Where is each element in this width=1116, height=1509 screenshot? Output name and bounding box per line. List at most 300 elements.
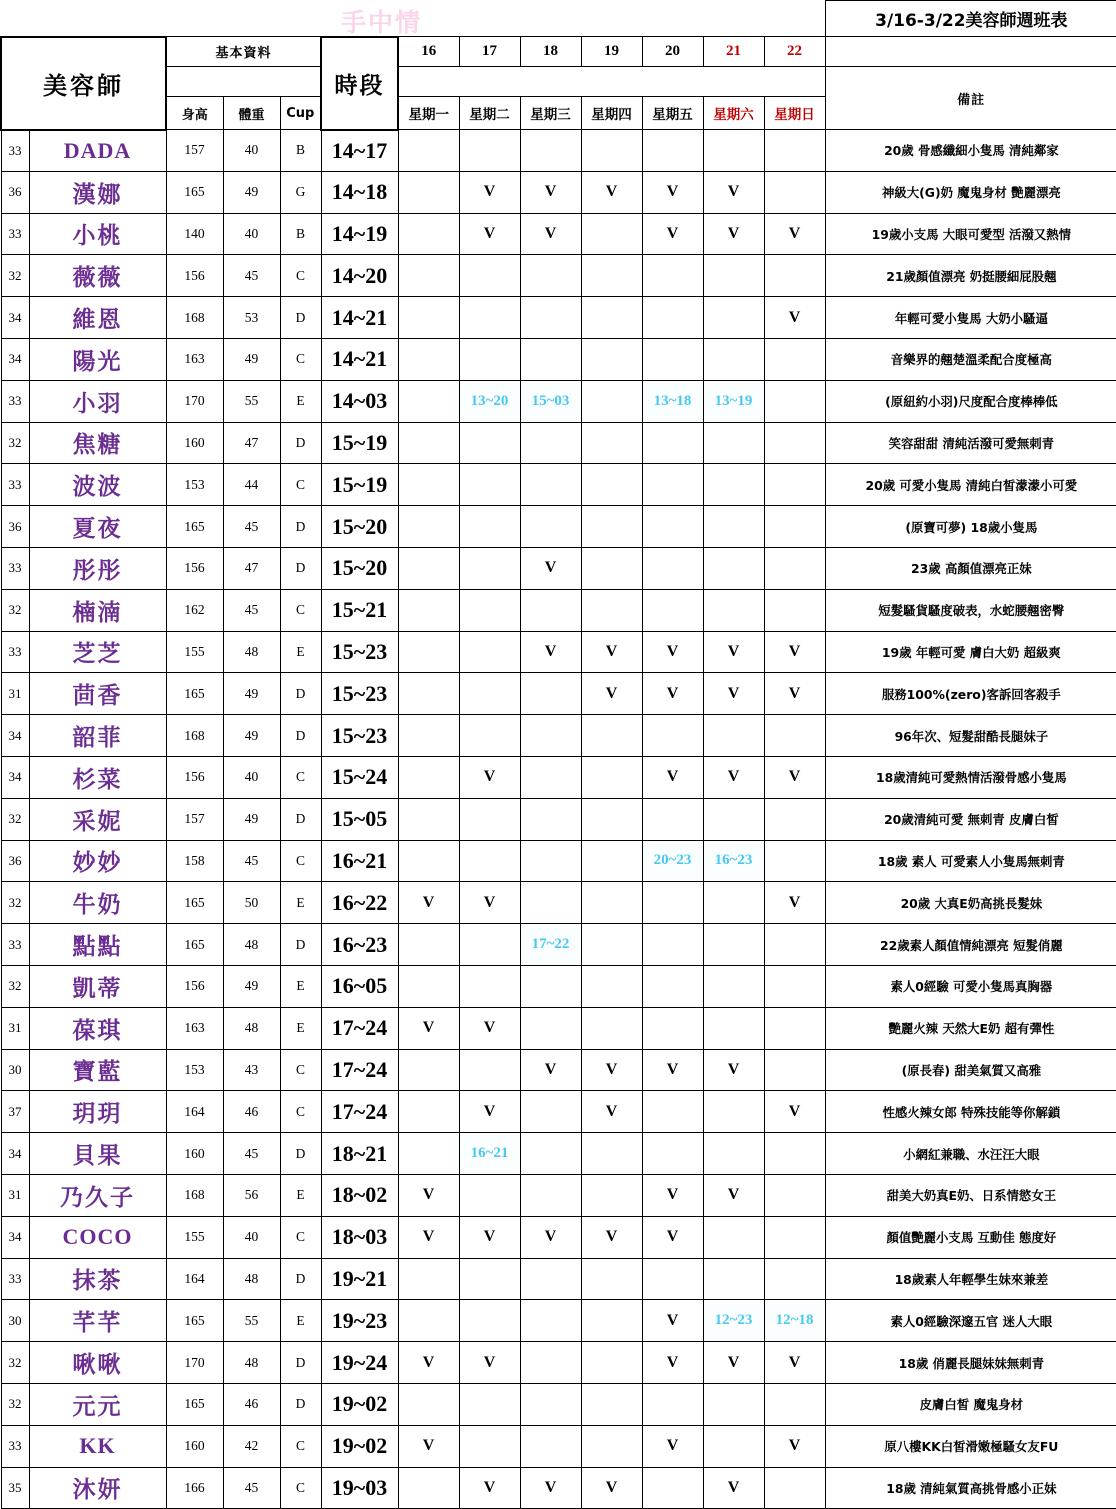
schedule-cell-day-4[interactable] <box>642 547 703 589</box>
schedule-cell-day-2[interactable] <box>520 255 581 297</box>
schedule-cell-day-2[interactable]: V <box>520 1216 581 1258</box>
schedule-cell-day-1[interactable] <box>459 715 520 757</box>
schedule-cell-day-4[interactable] <box>642 338 703 380</box>
schedule-cell-day-1[interactable]: V <box>459 171 520 213</box>
schedule-cell-day-5[interactable] <box>703 338 764 380</box>
schedule-cell-day-4[interactable]: V <box>642 631 703 673</box>
schedule-cell-day-2[interactable]: 15~03 <box>520 380 581 422</box>
note-text: 18歲清純可愛熱情活潑骨感小隻馬 <box>825 756 1116 798</box>
schedule-cell-day-0[interactable]: V <box>398 882 459 924</box>
schedule-cell-day-4[interactable] <box>642 1467 703 1509</box>
schedule-cell-day-1[interactable] <box>459 338 520 380</box>
schedule-cell-day-3[interactable]: V <box>581 1216 642 1258</box>
schedule-cell-day-5[interactable] <box>703 506 764 548</box>
schedule-cell-day-5[interactable] <box>703 1425 764 1467</box>
schedule-cell-day-0[interactable] <box>398 171 459 213</box>
schedule-cell-day-0[interactable] <box>398 547 459 589</box>
schedule-cell-day-5[interactable] <box>703 1133 764 1175</box>
schedule-cell-day-1[interactable] <box>459 1300 520 1342</box>
schedule-cell-day-3[interactable] <box>581 1258 642 1300</box>
schedule-cell-day-6[interactable]: V <box>764 673 825 715</box>
schedule-cell-day-3[interactable] <box>581 464 642 506</box>
schedule-cell-day-2[interactable] <box>520 1258 581 1300</box>
schedule-cell-day-3[interactable]: V <box>581 1467 642 1509</box>
weight-value: 53 <box>223 297 280 339</box>
schedule-cell-day-0[interactable] <box>398 924 459 966</box>
schedule-cell-day-5[interactable] <box>703 798 764 840</box>
schedule-cell-day-6[interactable]: 12~18 <box>764 1300 825 1342</box>
schedule-cell-day-4[interactable]: V <box>642 756 703 798</box>
beautician-name[interactable]: KK <box>29 1425 166 1467</box>
schedule-cell-day-1[interactable] <box>459 1049 520 1091</box>
schedule-cell-day-4[interactable] <box>642 965 703 1007</box>
schedule-cell-day-4[interactable] <box>642 297 703 339</box>
beautician-name[interactable]: 陽光 <box>29 338 166 380</box>
schedule-cell-day-2[interactable] <box>520 506 581 548</box>
schedule-cell-day-3[interactable] <box>581 130 642 172</box>
header-beautician: 美容師 <box>1 37 166 130</box>
cup-value: C <box>280 255 321 297</box>
schedule-cell-day-5[interactable]: V <box>703 631 764 673</box>
beautician-name[interactable]: 牛奶 <box>29 882 166 924</box>
schedule-cell-day-0[interactable]: V <box>398 1174 459 1216</box>
schedule-cell-day-3[interactable] <box>581 882 642 924</box>
schedule-cell-day-6[interactable] <box>764 380 825 422</box>
schedule-cell-day-2[interactable] <box>520 673 581 715</box>
row-id: 36 <box>1 171 29 213</box>
schedule-cell-day-6[interactable] <box>764 1216 825 1258</box>
time-slot-value: 16~23 <box>321 924 398 966</box>
schedule-cell-day-6[interactable] <box>764 1049 825 1091</box>
schedule-cell-day-3[interactable] <box>581 422 642 464</box>
schedule-cell-day-2[interactable] <box>520 422 581 464</box>
schedule-cell-day-2[interactable] <box>520 840 581 882</box>
schedule-cell-day-5[interactable] <box>703 464 764 506</box>
beautician-name[interactable]: 葆琪 <box>29 1007 166 1049</box>
note-text: 96年次、短髮甜酷長腿妹子 <box>825 715 1116 757</box>
schedule-cell-day-1[interactable] <box>459 1258 520 1300</box>
schedule-cell-day-4[interactable] <box>642 464 703 506</box>
beautician-name[interactable]: 玥玥 <box>29 1091 166 1133</box>
schedule-cell-day-1[interactable] <box>459 1383 520 1425</box>
schedule-cell-day-6[interactable] <box>764 255 825 297</box>
schedule-cell-day-5[interactable] <box>703 1216 764 1258</box>
schedule-cell-day-5[interactable] <box>703 1383 764 1425</box>
row-id: 33 <box>1 1425 29 1467</box>
schedule-cell-day-2[interactable]: V <box>520 213 581 255</box>
schedule-cell-day-0[interactable] <box>398 673 459 715</box>
schedule-cell-day-1[interactable] <box>459 464 520 506</box>
beautician-name[interactable]: 小桃 <box>29 213 166 255</box>
schedule-cell-day-5[interactable]: V <box>703 171 764 213</box>
schedule-cell-day-3[interactable] <box>581 965 642 1007</box>
schedule-cell-day-0[interactable] <box>398 380 459 422</box>
schedule-cell-day-2[interactable]: V <box>520 1049 581 1091</box>
schedule-cell-day-6[interactable] <box>764 506 825 548</box>
beautician-name[interactable]: 韶菲 <box>29 715 166 757</box>
schedule-cell-day-3[interactable]: V <box>581 1091 642 1133</box>
schedule-cell-day-4[interactable] <box>642 1133 703 1175</box>
schedule-cell-day-3[interactable] <box>581 1342 642 1384</box>
schedule-cell-day-2[interactable] <box>520 297 581 339</box>
schedule-cell-day-1[interactable] <box>459 798 520 840</box>
schedule-cell-day-5[interactable] <box>703 924 764 966</box>
beautician-name[interactable]: 小羽 <box>29 380 166 422</box>
header-cup: Cup <box>280 97 321 130</box>
schedule-cell-day-4[interactable]: V <box>642 1049 703 1091</box>
schedule-cell-day-1[interactable]: V <box>459 756 520 798</box>
schedule-cell-day-3[interactable] <box>581 380 642 422</box>
schedule-cell-day-5[interactable] <box>703 130 764 172</box>
weight-value: 55 <box>223 380 280 422</box>
schedule-cell-day-2[interactable] <box>520 882 581 924</box>
schedule-cell-day-5[interactable]: 13~19 <box>703 380 764 422</box>
schedule-cell-day-5[interactable] <box>703 1091 764 1133</box>
schedule-cell-day-3[interactable] <box>581 1425 642 1467</box>
schedule-cell-day-2[interactable] <box>520 715 581 757</box>
height-value: 165 <box>166 171 223 213</box>
schedule-cell-day-4[interactable] <box>642 130 703 172</box>
schedule-cell-day-0[interactable] <box>398 1049 459 1091</box>
schedule-cell-day-6[interactable]: V <box>764 213 825 255</box>
schedule-cell-day-2[interactable] <box>520 1007 581 1049</box>
schedule-cell-day-3[interactable] <box>581 1133 642 1175</box>
schedule-cell-day-4[interactable] <box>642 422 703 464</box>
schedule-cell-day-6[interactable] <box>764 130 825 172</box>
note-text: 皮膚白皙 魔鬼身材 <box>825 1383 1116 1425</box>
schedule-cell-day-1[interactable] <box>459 1174 520 1216</box>
schedule-cell-day-4[interactable]: V <box>642 213 703 255</box>
weight-value: 44 <box>223 464 280 506</box>
table-row <box>1 506 1116 548</box>
schedule-cell-day-5[interactable]: V <box>703 1342 764 1384</box>
schedule-cell-day-0[interactable] <box>398 1133 459 1175</box>
schedule-cell-day-2[interactable]: V <box>520 547 581 589</box>
schedule-cell-day-4[interactable] <box>642 1383 703 1425</box>
weight-value: 47 <box>223 547 280 589</box>
schedule-cell-day-3[interactable] <box>581 715 642 757</box>
schedule-cell-day-5[interactable]: V <box>703 1174 764 1216</box>
schedule-cell-day-5[interactable]: V <box>703 673 764 715</box>
note-text: (原紐約小羽)尺度配合度棒棒低 <box>825 380 1116 422</box>
schedule-cell-day-0[interactable] <box>398 255 459 297</box>
schedule-cell-day-4[interactable] <box>642 589 703 631</box>
schedule-cell-day-4[interactable]: V <box>642 171 703 213</box>
schedule-cell-day-0[interactable] <box>398 338 459 380</box>
beautician-name[interactable]: 薇薇 <box>29 255 166 297</box>
schedule-cell-day-6[interactable]: V <box>764 756 825 798</box>
schedule-cell-day-2[interactable]: V <box>520 631 581 673</box>
schedule-cell-day-0[interactable] <box>398 1467 459 1509</box>
schedule-cell-day-6[interactable]: V <box>764 631 825 673</box>
schedule-cell-day-5[interactable]: 16~23 <box>703 840 764 882</box>
schedule-cell-day-1[interactable] <box>459 924 520 966</box>
beautician-name[interactable]: 凱蒂 <box>29 965 166 1007</box>
time-slot-value: 17~24 <box>321 1049 398 1091</box>
schedule-cell-day-3[interactable] <box>581 1383 642 1425</box>
schedule-cell-day-6[interactable] <box>764 1133 825 1175</box>
height-value: 164 <box>166 1091 223 1133</box>
beautician-name[interactable]: 杉菜 <box>29 756 166 798</box>
schedule-cell-day-1[interactable] <box>459 130 520 172</box>
schedule-cell-day-5[interactable] <box>703 422 764 464</box>
beautician-name[interactable]: 波波 <box>29 464 166 506</box>
schedule-cell-day-6[interactable]: V <box>764 882 825 924</box>
schedule-cell-day-2[interactable]: V <box>520 171 581 213</box>
schedule-cell-day-5[interactable]: V <box>703 1467 764 1509</box>
beautician-name[interactable]: 維恩 <box>29 297 166 339</box>
schedule-cell-day-6[interactable] <box>764 547 825 589</box>
schedule-cell-day-6[interactable] <box>764 715 825 757</box>
schedule-cell-day-2[interactable] <box>520 1383 581 1425</box>
height-value: 165 <box>166 882 223 924</box>
schedule-cell-day-6[interactable] <box>764 840 825 882</box>
schedule-cell-day-0[interactable] <box>398 798 459 840</box>
cup-value: B <box>280 130 321 172</box>
schedule-cell-day-2[interactable] <box>520 464 581 506</box>
schedule-cell-day-2[interactable] <box>520 338 581 380</box>
schedule-cell-day-0[interactable] <box>398 130 459 172</box>
schedule-cell-day-3[interactable]: V <box>581 631 642 673</box>
height-value: 156 <box>166 255 223 297</box>
schedule-cell-day-2[interactable] <box>520 1342 581 1384</box>
schedule-cell-day-4[interactable] <box>642 1258 703 1300</box>
schedule-cell-day-1[interactable]: V <box>459 213 520 255</box>
schedule-cell-day-3[interactable] <box>581 338 642 380</box>
schedule-cell-day-1[interactable] <box>459 547 520 589</box>
row-id: 37 <box>1 1091 29 1133</box>
schedule-cell-day-3[interactable] <box>581 1174 642 1216</box>
schedule-cell-day-4[interactable]: V <box>642 1216 703 1258</box>
schedule-cell-day-3[interactable] <box>581 1007 642 1049</box>
beautician-name[interactable]: 元元 <box>29 1383 166 1425</box>
schedule-cell-day-3[interactable] <box>581 506 642 548</box>
beautician-name[interactable]: 楠湳 <box>29 589 166 631</box>
schedule-cell-day-4[interactable]: V <box>642 1174 703 1216</box>
schedule-cell-day-5[interactable]: V <box>703 1049 764 1091</box>
schedule-cell-day-4[interactable] <box>642 715 703 757</box>
schedule-cell-day-0[interactable] <box>398 1383 459 1425</box>
schedule-cell-day-5[interactable] <box>703 589 764 631</box>
schedule-cell-day-4[interactable]: V <box>642 1300 703 1342</box>
beautician-name[interactable]: COCO <box>29 1216 166 1258</box>
schedule-cell-day-6[interactable]: V <box>764 297 825 339</box>
schedule-cell-day-3[interactable] <box>581 589 642 631</box>
beautician-name[interactable]: DADA <box>29 130 166 172</box>
schedule-cell-day-6[interactable] <box>764 798 825 840</box>
schedule-cell-day-1[interactable]: V <box>459 1091 520 1133</box>
schedule-cell-day-5[interactable] <box>703 1258 764 1300</box>
schedule-cell-day-6[interactable] <box>764 1007 825 1049</box>
schedule-cell-day-5[interactable] <box>703 715 764 757</box>
schedule-cell-day-0[interactable] <box>398 589 459 631</box>
schedule-cell-day-5[interactable] <box>703 255 764 297</box>
schedule-cell-day-5[interactable] <box>703 882 764 924</box>
schedule-cell-day-6[interactable] <box>764 1467 825 1509</box>
schedule-cell-day-0[interactable] <box>398 213 459 255</box>
schedule-cell-day-0[interactable] <box>398 1300 459 1342</box>
table-row <box>1 1133 1116 1175</box>
schedule-cell-day-2[interactable]: 17~22 <box>520 924 581 966</box>
schedule-cell-day-0[interactable]: V <box>398 1007 459 1049</box>
schedule-cell-day-3[interactable] <box>581 1300 642 1342</box>
schedule-cell-day-5[interactable] <box>703 547 764 589</box>
schedule-cell-day-3[interactable] <box>581 840 642 882</box>
schedule-cell-day-6[interactable] <box>764 464 825 506</box>
schedule-cell-day-0[interactable] <box>398 631 459 673</box>
schedule-cell-day-6[interactable] <box>764 965 825 1007</box>
header-basic-info: 基本資料 <box>166 37 321 67</box>
beautician-name[interactable]: 沐妍 <box>29 1467 166 1509</box>
schedule-cell-day-5[interactable] <box>703 1007 764 1049</box>
time-slot-value: 18~03 <box>321 1216 398 1258</box>
beautician-name[interactable]: 茴香 <box>29 673 166 715</box>
schedule-cell-day-1[interactable] <box>459 589 520 631</box>
beautician-name[interactable]: 點點 <box>29 924 166 966</box>
schedule-cell-day-3[interactable] <box>581 297 642 339</box>
schedule-cell-day-4[interactable]: V <box>642 1425 703 1467</box>
schedule-cell-day-2[interactable] <box>520 965 581 1007</box>
schedule-cell-day-6[interactable]: V <box>764 1342 825 1384</box>
schedule-cell-day-3[interactable] <box>581 756 642 798</box>
time-slot-value: 18~02 <box>321 1174 398 1216</box>
schedule-cell-day-1[interactable] <box>459 255 520 297</box>
beautician-name[interactable]: 采妮 <box>29 798 166 840</box>
schedule-cell-day-0[interactable] <box>398 840 459 882</box>
schedule-cell-day-1[interactable] <box>459 506 520 548</box>
schedule-cell-day-0[interactable] <box>398 297 459 339</box>
schedule-cell-day-0[interactable] <box>398 715 459 757</box>
schedule-cell-day-1[interactable] <box>459 631 520 673</box>
beautician-name[interactable]: 妙妙 <box>29 840 166 882</box>
schedule-cell-day-6[interactable] <box>764 171 825 213</box>
schedule-cell-day-3[interactable] <box>581 924 642 966</box>
schedule-cell-day-1[interactable] <box>459 1425 520 1467</box>
schedule-cell-day-2[interactable] <box>520 798 581 840</box>
beautician-name[interactable]: 抹茶 <box>29 1258 166 1300</box>
schedule-cell-day-2[interactable] <box>520 130 581 172</box>
schedule-cell-day-1[interactable] <box>459 840 520 882</box>
time-slot-value: 15~23 <box>321 715 398 757</box>
schedule-cell-day-6[interactable]: V <box>764 1091 825 1133</box>
schedule-cell-day-4[interactable] <box>642 798 703 840</box>
beautician-name[interactable]: 焦糖 <box>29 422 166 464</box>
note-text: 18歲 素人 可愛素人小隻馬無刺青 <box>825 840 1116 882</box>
schedule-cell-day-0[interactable]: V <box>398 1216 459 1258</box>
schedule-cell-day-6[interactable] <box>764 1258 825 1300</box>
schedule-cell-day-1[interactable] <box>459 965 520 1007</box>
schedule-cell-day-3[interactable]: V <box>581 673 642 715</box>
schedule-cell-day-0[interactable] <box>398 756 459 798</box>
schedule-cell-day-1[interactable]: 13~20 <box>459 380 520 422</box>
schedule-cell-day-1[interactable] <box>459 422 520 464</box>
schedule-cell-day-1[interactable]: V <box>459 882 520 924</box>
schedule-cell-day-3[interactable] <box>581 547 642 589</box>
schedule-cell-day-3[interactable]: V <box>581 171 642 213</box>
schedule-cell-day-0[interactable]: V <box>398 1342 459 1384</box>
schedule-cell-day-3[interactable] <box>581 213 642 255</box>
cup-value: D <box>280 715 321 757</box>
schedule-cell-day-3[interactable]: V <box>581 1049 642 1091</box>
schedule-cell-day-5[interactable]: V <box>703 756 764 798</box>
schedule-cell-day-1[interactable]: V <box>459 1007 520 1049</box>
schedule-cell-day-1[interactable] <box>459 673 520 715</box>
beautician-name[interactable]: 彤彤 <box>29 547 166 589</box>
beautician-name[interactable]: 貝果 <box>29 1133 166 1175</box>
schedule-cell-day-1[interactable]: V <box>459 1342 520 1384</box>
schedule-cell-day-5[interactable]: 12~23 <box>703 1300 764 1342</box>
schedule-cell-day-2[interactable] <box>520 1174 581 1216</box>
schedule-cell-day-4[interactable]: V <box>642 673 703 715</box>
cup-value: E <box>280 380 321 422</box>
schedule-cell-day-0[interactable] <box>398 1091 459 1133</box>
schedule-cell-day-2[interactable] <box>520 1300 581 1342</box>
schedule-cell-day-6[interactable]: V <box>764 1425 825 1467</box>
schedule-cell-day-5[interactable] <box>703 297 764 339</box>
schedule-cell-day-0[interactable] <box>398 464 459 506</box>
schedule-cell-day-4[interactable] <box>642 506 703 548</box>
schedule-cell-day-2[interactable] <box>520 756 581 798</box>
schedule-cell-day-5[interactable]: V <box>703 213 764 255</box>
schedule-cell-day-6[interactable] <box>764 422 825 464</box>
schedule-cell-day-2[interactable]: V <box>520 1467 581 1509</box>
schedule-cell-day-1[interactable] <box>459 297 520 339</box>
schedule-cell-day-4[interactable]: 20~23 <box>642 840 703 882</box>
schedule-cell-day-0[interactable]: V <box>398 1425 459 1467</box>
beautician-name[interactable]: 夏夜 <box>29 506 166 548</box>
beautician-name[interactable]: 啾啾 <box>29 1342 166 1384</box>
schedule-cell-day-6[interactable] <box>764 924 825 966</box>
schedule-cell-day-4[interactable] <box>642 1091 703 1133</box>
schedule-cell-day-4[interactable] <box>642 255 703 297</box>
table-row <box>1 255 1116 297</box>
schedule-cell-day-2[interactable] <box>520 1425 581 1467</box>
note-text: 20歲清純可愛 無刺青 皮膚白皙 <box>825 798 1116 840</box>
schedule-cell-day-0[interactable] <box>398 965 459 1007</box>
schedule-cell-day-2[interactable] <box>520 1133 581 1175</box>
beautician-name[interactable]: 寶藍 <box>29 1049 166 1091</box>
schedule-cell-day-3[interactable] <box>581 798 642 840</box>
schedule-cell-day-6[interactable] <box>764 1383 825 1425</box>
schedule-cell-day-2[interactable] <box>520 589 581 631</box>
schedule-cell-day-4[interactable]: 13~18 <box>642 380 703 422</box>
schedule-cell-day-5[interactable] <box>703 965 764 1007</box>
beautician-name[interactable]: 芊芊 <box>29 1300 166 1342</box>
schedule-cell-day-0[interactable] <box>398 1258 459 1300</box>
schedule-cell-day-6[interactable] <box>764 589 825 631</box>
schedule-cell-day-6[interactable] <box>764 338 825 380</box>
note-text: 19歲 年輕可愛 膚白大奶 超級爽 <box>825 631 1116 673</box>
schedule-cell-day-1[interactable]: V <box>459 1216 520 1258</box>
schedule-cell-day-4[interactable] <box>642 924 703 966</box>
beautician-name[interactable]: 漢娜 <box>29 171 166 213</box>
time-slot-value: 14~03 <box>321 380 398 422</box>
schedule-cell-day-4[interactable] <box>642 1007 703 1049</box>
time-slot-value: 15~23 <box>321 631 398 673</box>
schedule-cell-day-3[interactable] <box>581 255 642 297</box>
beautician-name[interactable]: 乃久子 <box>29 1174 166 1216</box>
schedule-cell-day-4[interactable] <box>642 882 703 924</box>
schedule-cell-day-4[interactable]: V <box>642 1342 703 1384</box>
schedule-cell-day-1[interactable]: V <box>459 1467 520 1509</box>
weight-value: 50 <box>223 882 280 924</box>
schedule-cell-day-0[interactable] <box>398 422 459 464</box>
schedule-cell-day-0[interactable] <box>398 506 459 548</box>
schedule-cell-day-6[interactable] <box>764 1174 825 1216</box>
schedule-cell-day-1[interactable]: 16~21 <box>459 1133 520 1175</box>
schedule-cell-day-2[interactable] <box>520 1091 581 1133</box>
beautician-name[interactable]: 芝芝 <box>29 631 166 673</box>
